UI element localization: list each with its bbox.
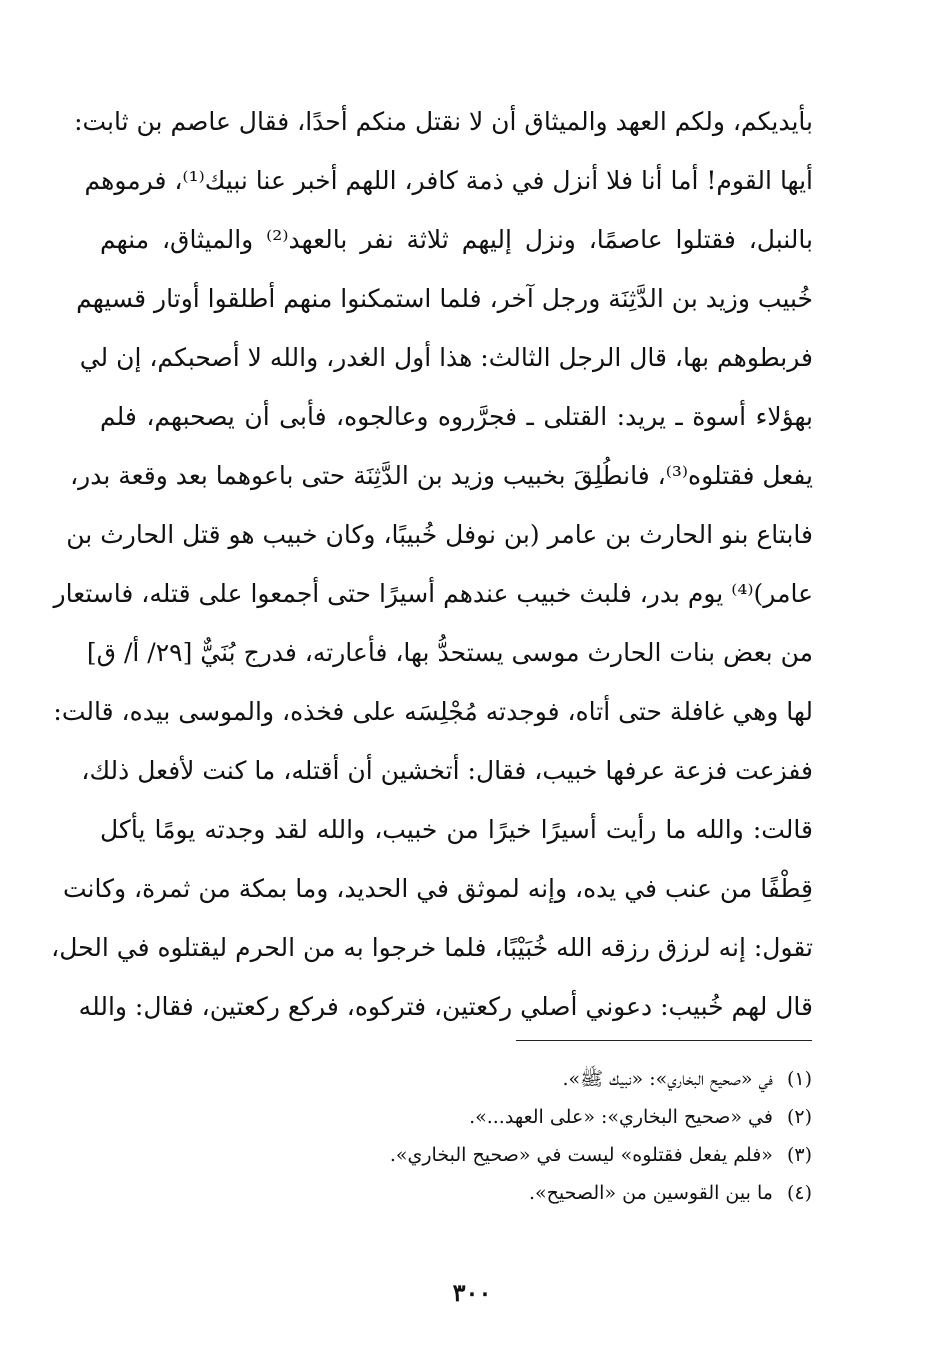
page-number: ٣٠٠	[452, 1278, 492, 1307]
text-line: ففزعت فزعة عرفها خبيب، فقال: أتخشين أن أقتله، ما كنت لأفعل ذلك،	[81, 756, 813, 785]
footnote-item	[300, 1174, 812, 1212]
text-line: أيها القوم! أما أنا فلا أنزل في ذمة كافر، اللهم أخبر عنا نبيك⁽¹⁾، فرموهم	[84, 166, 813, 195]
text-line: من بعض بنات الحارث موسى يستحدُّ بها، فأعارته، فدرج بُنَيٌّ [٢٩/ أ/ ق]	[86, 638, 813, 667]
footnote-text: «فلم يفعل فقتلوه» ليست في «صحيح البخاري».	[389, 1144, 773, 1166]
footnote-text: في «صحيح البخاري»: «على العهد...».	[469, 1106, 773, 1128]
footnote-text: ما بين القوسين من «الصحيح».	[528, 1182, 773, 1204]
text-line: بأيديكم، ولكم العهد والميثاق أن لا نقتل منكم أحدًا، فقال عاصم بن ثابت:	[74, 107, 813, 136]
footnote-text: في «صحيح البخاري»: «نبيك ﷺ».	[562, 1068, 773, 1090]
text-line: بالنبل، فقتلوا عاصمًا، ونزل إليهم ثلاثة نفر بالعهد⁽²⁾ والميثاق، منهم	[100, 225, 813, 254]
text-line: قالت: والله ما رأيت أسيرًا خيرًا من خبيب، والله لقد وجدته يومًا يأكل	[100, 815, 813, 844]
footnote-separator	[516, 1040, 812, 1041]
footnotes	[300, 1060, 812, 1212]
text-line: قِطْفًا من عنب في يده، وإنه لموثق في الحديد، وما بمكة من ثمرة، وكانت	[62, 874, 813, 903]
footnote-item	[300, 1098, 812, 1136]
footnote-number: (٤)	[786, 1182, 812, 1204]
footnote-number: (٣)	[786, 1144, 812, 1166]
text-line: لها وهي غافلة حتى أتاه، فوجدته مُجْلِسَه على فخذه، والموسى بيده، قالت:	[53, 697, 813, 726]
footnote-item	[300, 1136, 812, 1174]
text-line: فربطوهم بها، قال الرجل الثالث: هذا أول الغدر، والله لا أصحبكم، إن لي	[79, 343, 813, 372]
footnote-number: (١)	[786, 1068, 812, 1090]
main-text	[51, 92, 813, 1036]
text-line: قال لهم خُبيب: دعوني أصلي ركعتين، فتركوه، فركع ركعتين، فقال: والله	[78, 992, 813, 1021]
text-line: خُبيب وزيد بن الدَّثِنَة ورجل آخر، فلما استمكنوا منهم أطلقوا أوتار قسيهم	[76, 284, 813, 313]
text-line: يفعل فقتلوه⁽³⁾، فانطُلِقَ بخبيب وزيد بن الدَّثِنَة حتى باعوهما بعد وقعة بدر،	[70, 461, 813, 490]
text-line: بهؤلاء أسوة ـ يريد: القتلى ـ فجرَّروه وعالجوه، فأبى أن يصحبهم، فلم	[100, 402, 813, 431]
footnote-item	[300, 1060, 812, 1098]
text-line: عامر)⁽⁴⁾ يوم بدر، فلبث خبيب عندهم أسيرًا حتى أجمعوا على قتله، فاستعار	[53, 579, 813, 608]
text-line: تقول: إنه لرزق رزقه الله خُبَيْبًا، فلما خرجوا به من الحرم ليقتلوه في الحل،	[51, 933, 813, 962]
footnote-number: (٢)	[786, 1106, 812, 1128]
text-line: فابتاع بنو الحارث بن عامر (بن نوفل خُبيبًا، وكان خبيب هو قتل الحارث بن	[66, 520, 813, 549]
